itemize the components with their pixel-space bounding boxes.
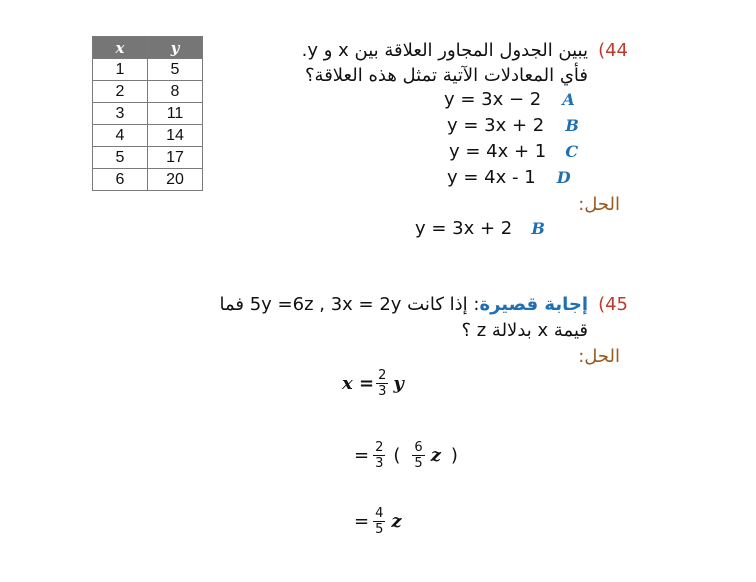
option-expression: y = 3x + 2 xyxy=(447,115,545,136)
step2-fraction-2 xyxy=(412,440,424,471)
table-row xyxy=(93,147,203,169)
q44-option-d xyxy=(447,167,571,188)
step2-var: z xyxy=(430,445,441,466)
xy-table xyxy=(92,36,203,191)
table-header-x: x xyxy=(93,37,148,59)
q45-step1 xyxy=(342,368,404,399)
q45-line2: قيمة x بدلالة z ؟ xyxy=(461,320,588,341)
table-cell: 3 xyxy=(93,103,148,125)
answer-expression: y = 3x + 2 xyxy=(415,218,513,239)
fraction-numerator: 4 xyxy=(375,506,384,521)
option-letter: C xyxy=(565,142,579,161)
q44-solution-label: الحل: xyxy=(578,194,620,215)
q45-solution-label: الحل: xyxy=(578,346,620,367)
step1-var: y xyxy=(393,373,404,394)
q44-option-c xyxy=(449,141,578,162)
table-cell: 6 xyxy=(93,169,148,191)
table-cell: 20 xyxy=(148,169,203,191)
q44-answer xyxy=(415,218,545,239)
option-letter: D xyxy=(556,168,571,187)
table-cell: 2 xyxy=(93,81,148,103)
table-row xyxy=(93,169,203,191)
table-row xyxy=(93,125,203,147)
q45-type-label: إجابة قصيرة xyxy=(479,294,588,315)
q44-number: (44 xyxy=(598,40,628,61)
fraction-numerator: 6 xyxy=(414,440,423,455)
q44-option-a xyxy=(444,89,575,110)
table-cell: 11 xyxy=(148,103,203,125)
table-cell: 1 xyxy=(93,59,148,81)
fraction-numerator: 2 xyxy=(375,440,384,455)
table-cell: 14 xyxy=(148,125,203,147)
step2-equals: = xyxy=(354,445,370,466)
table-cell: 5 xyxy=(148,59,203,81)
step3-fraction xyxy=(373,506,385,537)
option-expression: y = 4x - 1 xyxy=(447,167,536,188)
answer-letter: B xyxy=(531,219,545,238)
q45-number: (45 xyxy=(598,294,628,315)
option-letter: B xyxy=(565,116,579,135)
table-row xyxy=(93,81,203,103)
fraction-denominator: 5 xyxy=(375,522,384,537)
step1-lhs: x = xyxy=(342,373,375,394)
fraction-denominator: 3 xyxy=(378,384,387,399)
fraction-denominator: 3 xyxy=(375,456,384,471)
table-cell: 4 xyxy=(93,125,148,147)
option-expression: y = 3x − 2 xyxy=(444,89,542,110)
fraction-numerator: 2 xyxy=(378,368,387,383)
q44-line1: يبين الجدول المجاور العلاقة بين x و y. xyxy=(301,40,588,61)
q44-option-b xyxy=(447,115,579,136)
q45-condition-text: : إذا كانت 5y =6z , 3x = 2y فما xyxy=(219,294,480,315)
step3-var: z xyxy=(391,511,402,532)
q45-step2 xyxy=(354,440,458,471)
table-cell: 5 xyxy=(93,147,148,169)
table-cell: 17 xyxy=(148,147,203,169)
option-expression: y = 4x + 1 xyxy=(449,141,547,162)
step1-fraction xyxy=(376,368,388,399)
step2-fraction-1 xyxy=(373,440,385,471)
table-header-row xyxy=(93,37,203,59)
table-header-y: y xyxy=(148,37,203,59)
step2-close-paren: ) xyxy=(450,445,458,466)
table-row xyxy=(93,103,203,125)
step3-equals: = xyxy=(354,511,370,532)
q45-line1 xyxy=(220,292,588,317)
table-cell: 8 xyxy=(148,81,203,103)
q45-step3 xyxy=(354,506,402,537)
option-letter: A xyxy=(562,90,575,109)
q44-line2: فأي المعادلات الآتية تمثل هذه العلاقة؟ xyxy=(305,65,588,86)
table-row xyxy=(93,59,203,81)
fraction-denominator: 5 xyxy=(414,456,423,471)
step2-open-paren: ( xyxy=(393,445,401,466)
